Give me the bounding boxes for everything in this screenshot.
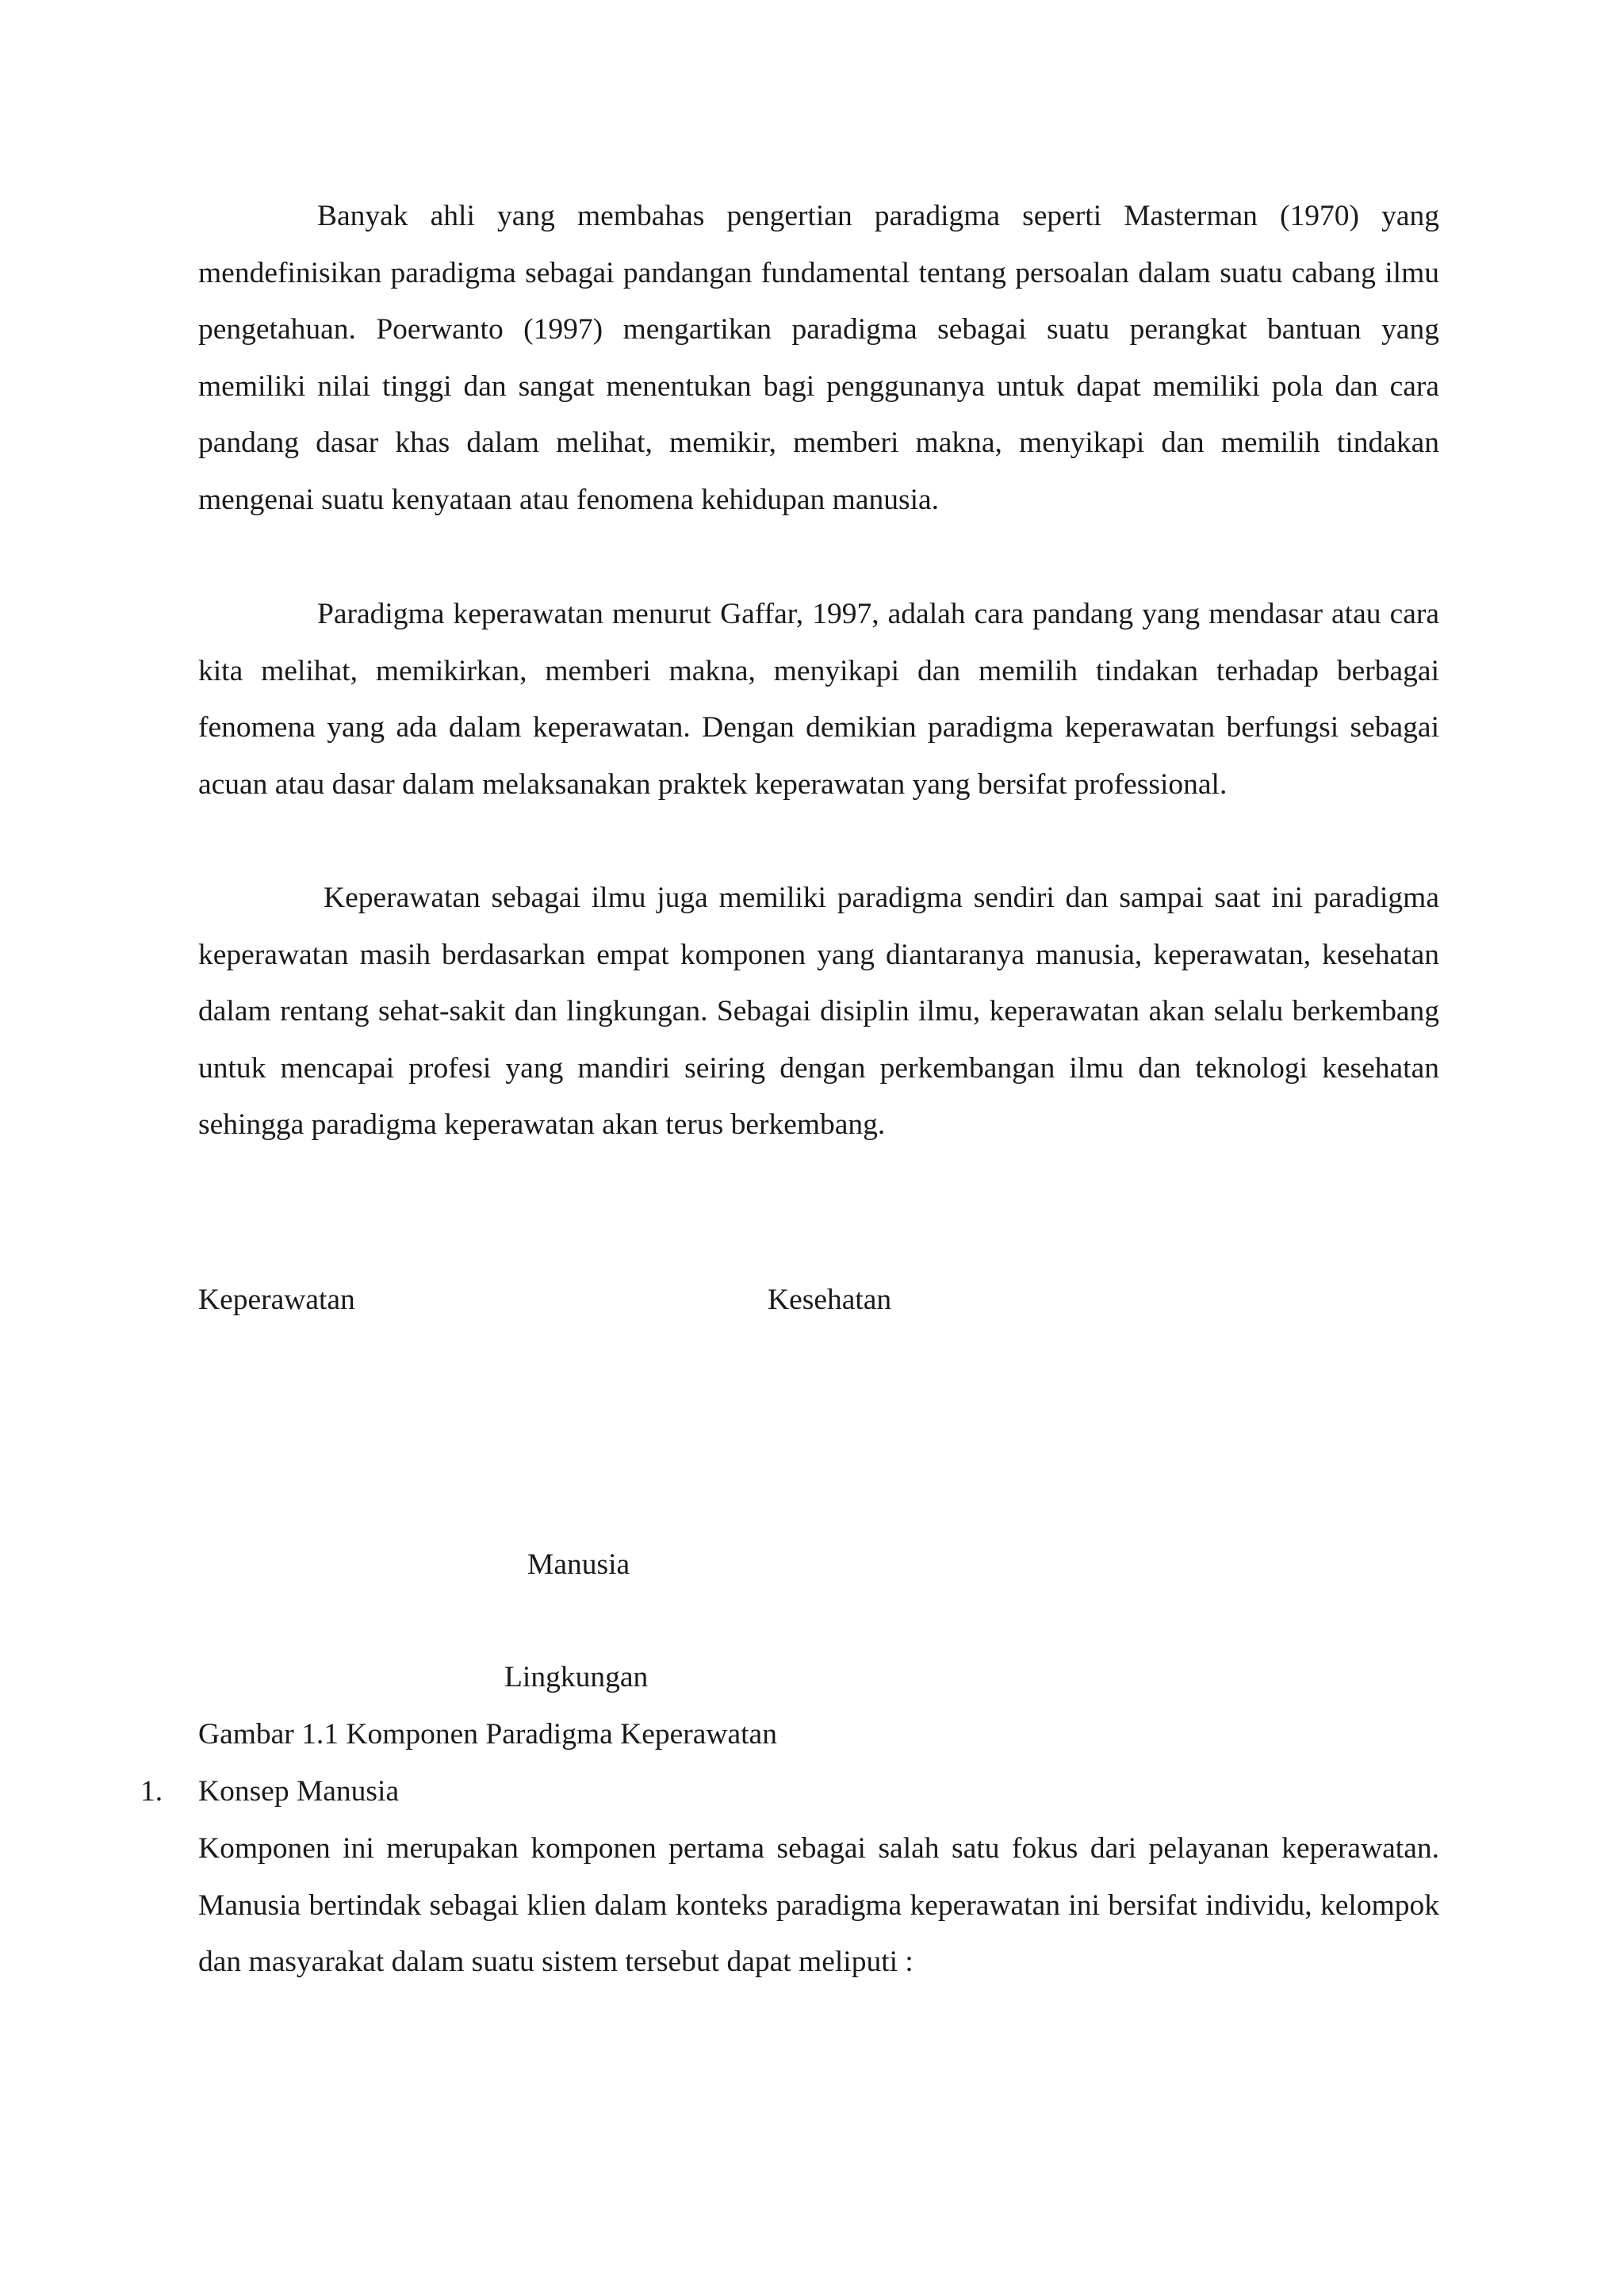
paragraph-1: Banyak ahli yang membahas pengertian paradigma seperti Masterman (1970) yang mendefinisikan paradigma sebagai pandangan fundamental tentang persoalan dalam suatu cabang ilmu pengetahuan. Poerwanto (1997) mengartikan paradigma sebagai suatu perangkat bantuan yang memiliki nilai tinggi dan sangat menentukan bagi penggunanya untuk dapat memiliki pola dan cara pandang dasar khas dalam melihat, memikir, memberi makna, menyikapi dan memilih tindakan mengenai suatu kenyataan atau fenomena kehidupan manusia. — [198, 200, 1439, 516]
paragraph-2: Paradigma keperawatan menurut Gaffar, 1997, adalah cara pandang yang mendasar atau cara kita melihat, memikirkan, memberi makna, menyikapi dan memilih tindakan terhadap berbagai fenomena yang ada dalam keperawatan. Dengan demikian paradigma keperawatan berfungsi sebagai acuan atau dasar dalam melaksanakan praktek keperawatan yang bersifat professional. — [198, 598, 1439, 801]
figure-label-kesehatan: Kesehatan — [768, 1284, 892, 1316]
figure-label-lingkungan: Lingkungan — [504, 1661, 649, 1693]
paragraph-3: Keperawatan sebagai ilmu juga memiliki paradigma sendiri dan sampai saat ini paradigma keperawatan masih berdasarkan empat komponen yang diantaranya manusia, keperawatan, kesehatan dalam rentang sehat-sakit dan lingkungan. Sebagai disiplin ilmu, keperawatan akan selalu berkembang untuk mencapai profesi yang mandiri seiring dengan perkembangan ilmu dan teknologi kesehatan sehingga paradigma keperawatan akan terus berkembang. — [198, 882, 1439, 1142]
list-item-paragraph: Komponen ini merupakan komponen pertama sebagai salah satu fokus dari pelayanan keperawatan. Manusia bertindak sebagai klien dalam konteks paradigma keperawatan ini bersifat individu, kelompok dan masyarakat dalam suatu sistem tersebut dapat meliputi : — [198, 1832, 1439, 1979]
figure-label-keperawatan: Keperawatan — [198, 1284, 355, 1316]
figure-label-manusia: Manusia — [527, 1548, 630, 1581]
list-item-title: Konsep Manusia — [198, 1775, 400, 1808]
list-item-number: 1. — [140, 1775, 163, 1808]
figure-caption: Gambar 1.1 Komponen Paradigma Keperawatan — [198, 1718, 777, 1751]
